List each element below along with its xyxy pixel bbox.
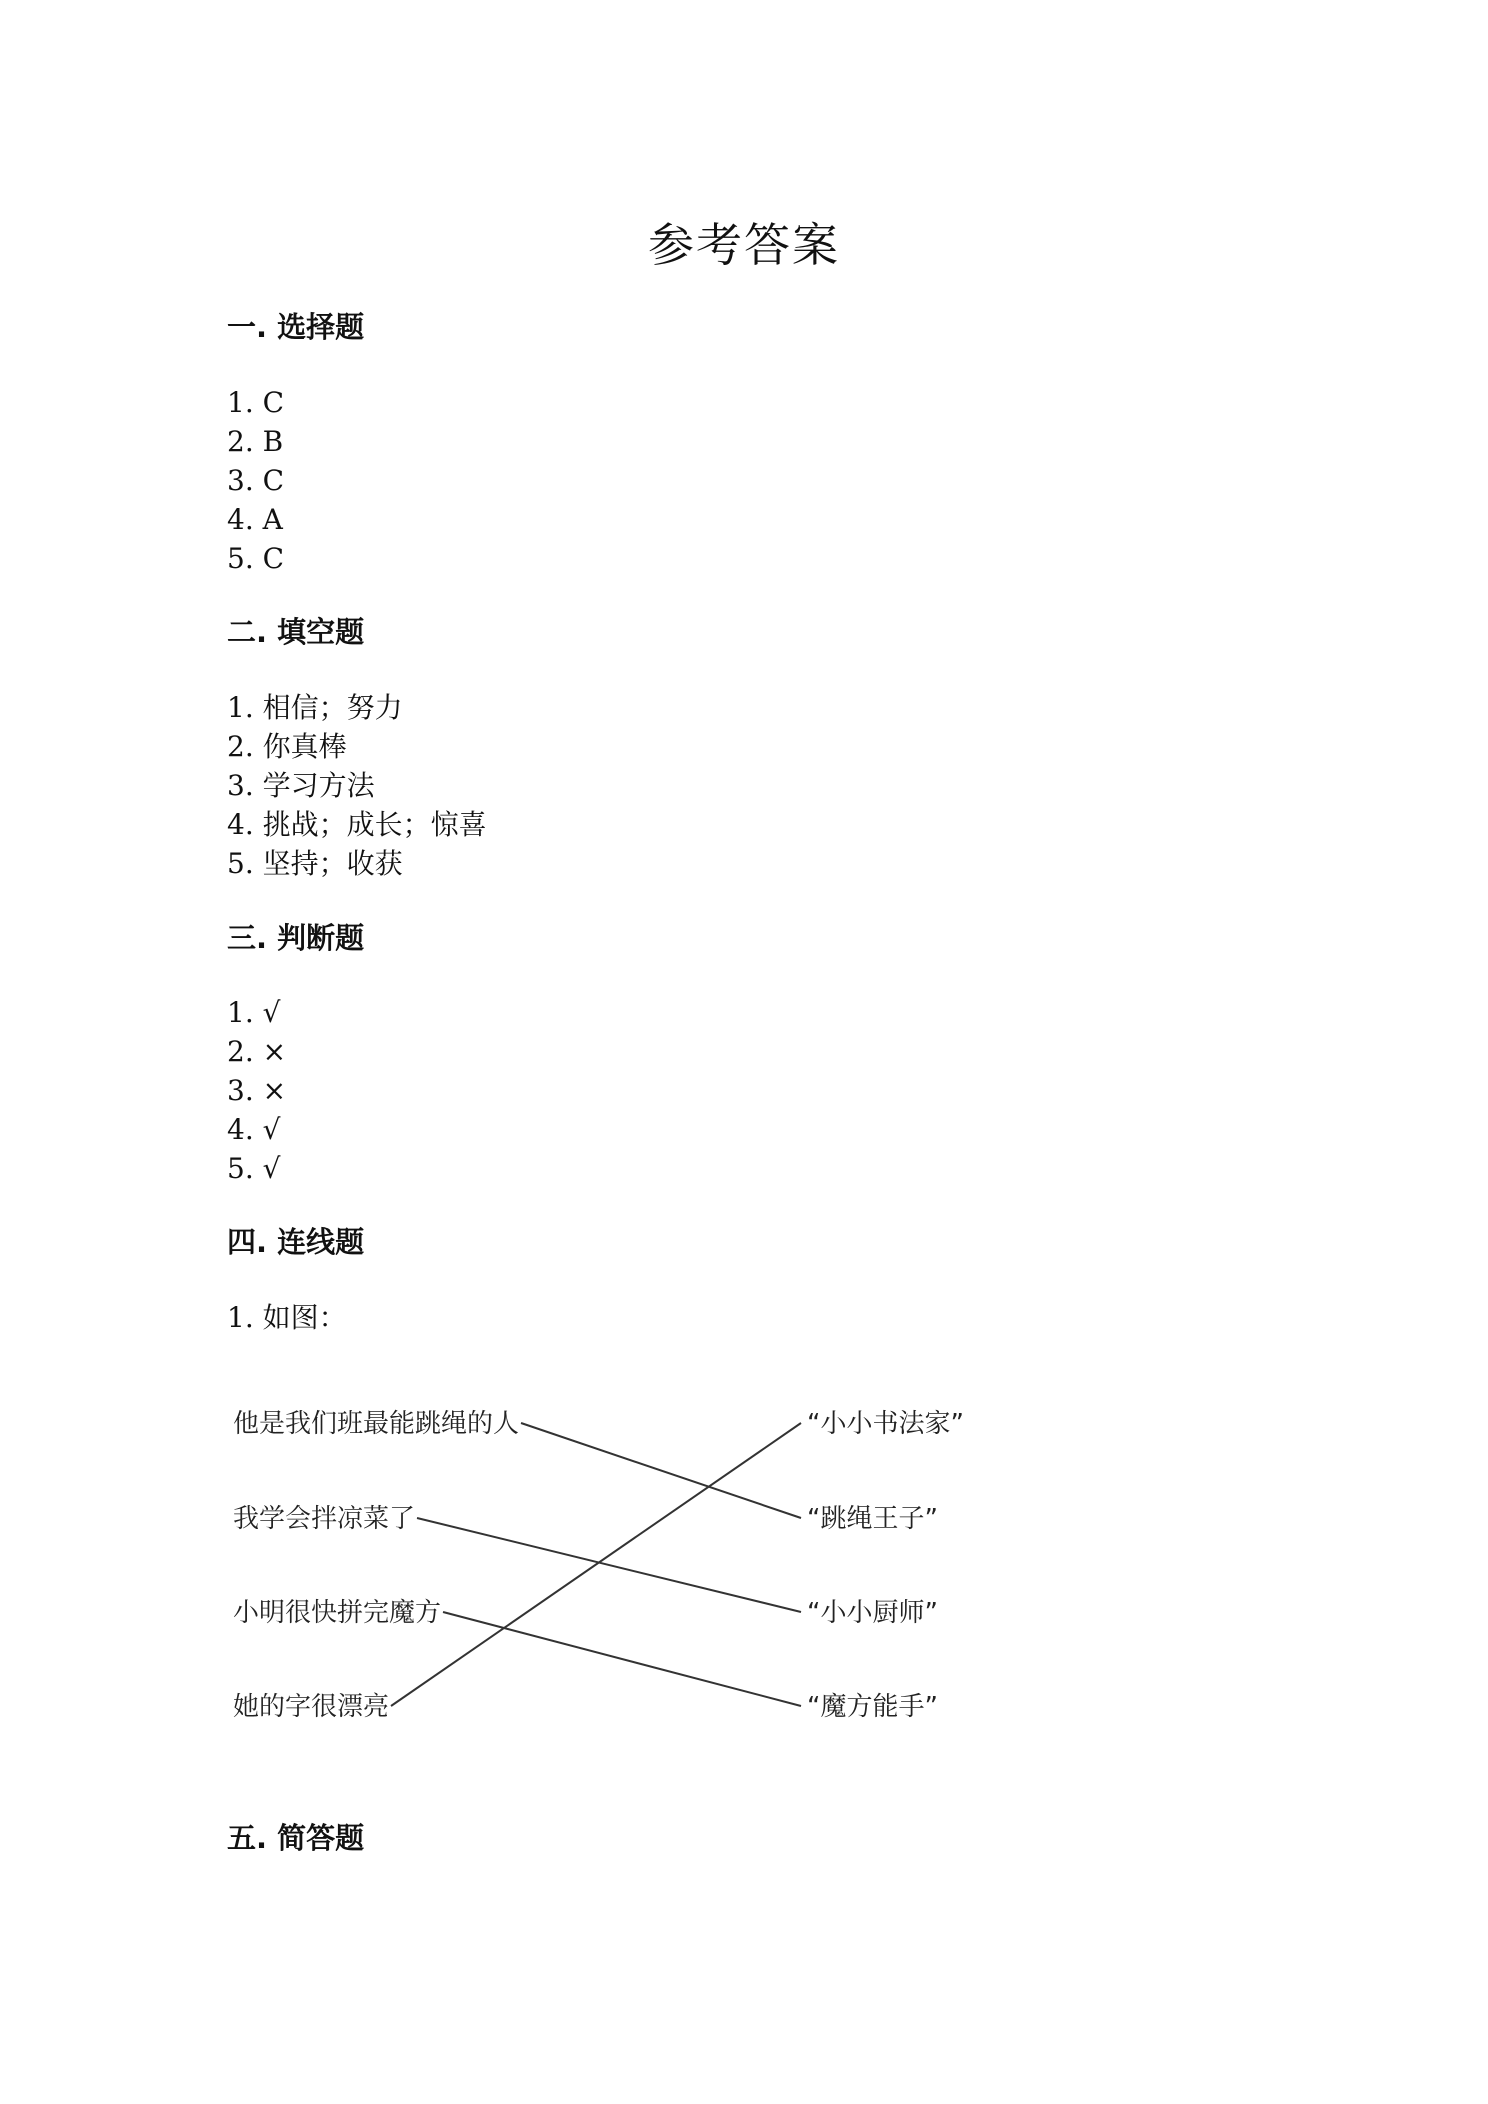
answer-item: 5. 坚持；收获: [227, 847, 403, 880]
answer-list-matching: [227, 1298, 347, 1337]
matching-left-item: 他是我们班最能跳绳的人: [233, 1409, 520, 1439]
answer-list-choice: [227, 383, 284, 578]
matching-line: [417, 1518, 801, 1612]
matching-left-item: 小明很快拼完魔方: [233, 1598, 442, 1628]
answer-item: 1. C: [227, 386, 285, 419]
section-heading-choice: 一. 选择题: [227, 310, 365, 344]
section-heading-judge: 三. 判断题: [227, 921, 365, 955]
answer-item: 1. 相信；努力: [227, 691, 403, 724]
matching-right-item: “跳绳王子”: [807, 1504, 938, 1534]
matching-line: [443, 1612, 801, 1706]
answer-item: 4. √: [227, 1113, 281, 1146]
matching-right-item: “小小书法家”: [807, 1409, 964, 1439]
answer-item: 3. 学习方法: [227, 769, 375, 802]
answer-item: 5. C: [227, 542, 285, 575]
answer-item: 3. ×: [227, 1074, 287, 1107]
answer-item: 4. A: [227, 503, 283, 536]
matching-right-item: “小小厨师”: [807, 1598, 938, 1628]
section-heading-fill: 二. 填空题: [227, 615, 365, 649]
answer-item: 1. √: [227, 996, 281, 1029]
matching-line: [391, 1423, 801, 1706]
answer-item: 2. B: [227, 425, 284, 458]
page-title: 参考答案: [648, 218, 840, 272]
section-heading-short-answer: 五. 简答题: [227, 1821, 365, 1855]
matching-lines: [391, 1423, 801, 1706]
answer-list-judge: [227, 993, 286, 1188]
answer-item: 3. C: [227, 464, 285, 497]
matching-left-item: 她的字很漂亮: [233, 1692, 390, 1722]
section-heading-matching: 四. 连线题: [227, 1225, 365, 1259]
matching-diagram: [227, 1380, 1027, 1740]
answer-item: 5. √: [227, 1152, 281, 1185]
answer-list-fill: [227, 688, 487, 883]
answer-item: 2. ×: [227, 1035, 287, 1068]
answer-item: 4. 挑战；成长；惊喜: [227, 808, 487, 841]
matching-line: [521, 1423, 801, 1518]
answer-item: 2. 你真棒: [227, 730, 347, 763]
matching-right-item: “魔方能手”: [807, 1692, 938, 1722]
answer-item: 1. 如图：: [227, 1301, 347, 1334]
matching-left-item: 我学会拌凉菜了: [233, 1504, 416, 1534]
